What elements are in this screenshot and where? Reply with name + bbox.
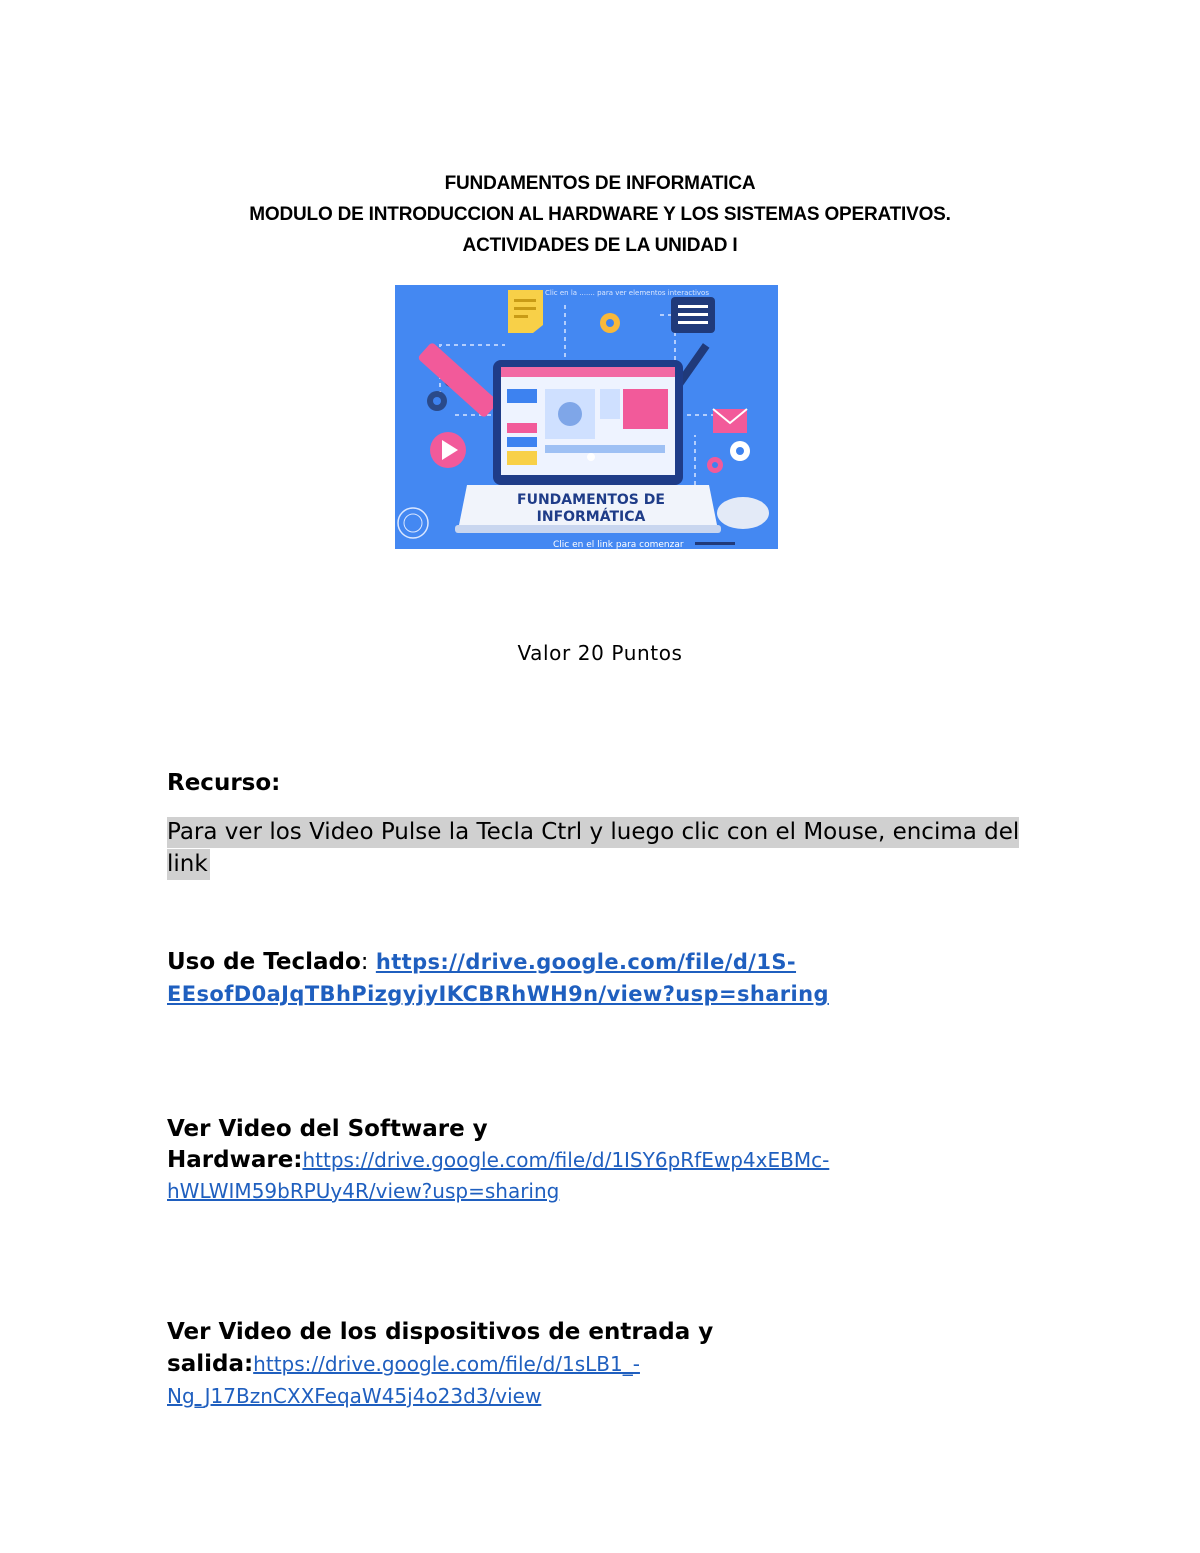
banner-title-line1: FUNDAMENTOS DE	[517, 492, 665, 508]
document-header	[0, 168, 1200, 261]
banner-bottom-caption: Clic en el link para comenzar	[553, 540, 684, 549]
note-icon	[508, 290, 543, 333]
mouse-icon	[717, 497, 769, 529]
gear-icon	[600, 313, 620, 333]
banner-image	[395, 285, 778, 549]
chat-icon	[671, 297, 715, 333]
header-title: FUNDAMENTOS DE INFORMATICA	[444, 173, 756, 194]
link-line: https://drive.google.com/file/d/1S-	[375, 950, 797, 974]
resource-label: Hardware:	[167, 1147, 303, 1173]
link-line: Ng_J17BznCXXFeqaW45j4o23d3/view	[167, 1384, 542, 1408]
resource-teclado	[167, 946, 1027, 1010]
instruction-highlight: Para ver los Video Pulse la Tecla Ctrl y luego clic con el Mouse, encima del link	[167, 817, 1019, 880]
link-line: https://drive.google.com/file/d/1sLB1_-	[253, 1352, 640, 1376]
play-icon	[430, 432, 466, 468]
recurso-label: Recurso:	[167, 770, 281, 796]
link-line: https://drive.google.com/file/d/1ISY6pRfEwp4xEBMc-	[302, 1148, 830, 1172]
valor-points: Valor 20 Puntos	[517, 641, 683, 665]
resource-label: Ver Video de los dispositivos de entrada y	[167, 1319, 714, 1345]
resource-separator: :	[360, 949, 376, 975]
resource-dispositivos	[167, 1316, 1027, 1412]
instruction-text	[167, 816, 1027, 880]
header-unit: ACTIVIDADES DE LA UNIDAD I	[462, 235, 738, 256]
mail-icon	[713, 409, 747, 433]
banner-title-line2: INFORMÁTICA	[536, 509, 646, 525]
resource-software-hardware	[167, 1114, 1027, 1207]
header-module: MODULO DE INTRODUCCION AL HARDWARE Y LOS SISTEMAS OPERATIVOS.	[249, 204, 951, 225]
link-line: hWLWIM59bRPUy4R/view?usp=sharing	[167, 1179, 560, 1203]
resource-label: Ver Video del Software y	[167, 1116, 488, 1142]
resource-label: Uso de Teclado	[167, 949, 361, 975]
banner-top-caption: Clic en la ....... para ver elementos interactivos	[545, 289, 709, 297]
link-line: EEsofD0aJqTBhPizgyjyIKCBRhWH9n/view?usp=sharing	[167, 982, 829, 1006]
resource-label: salida:	[167, 1351, 254, 1377]
